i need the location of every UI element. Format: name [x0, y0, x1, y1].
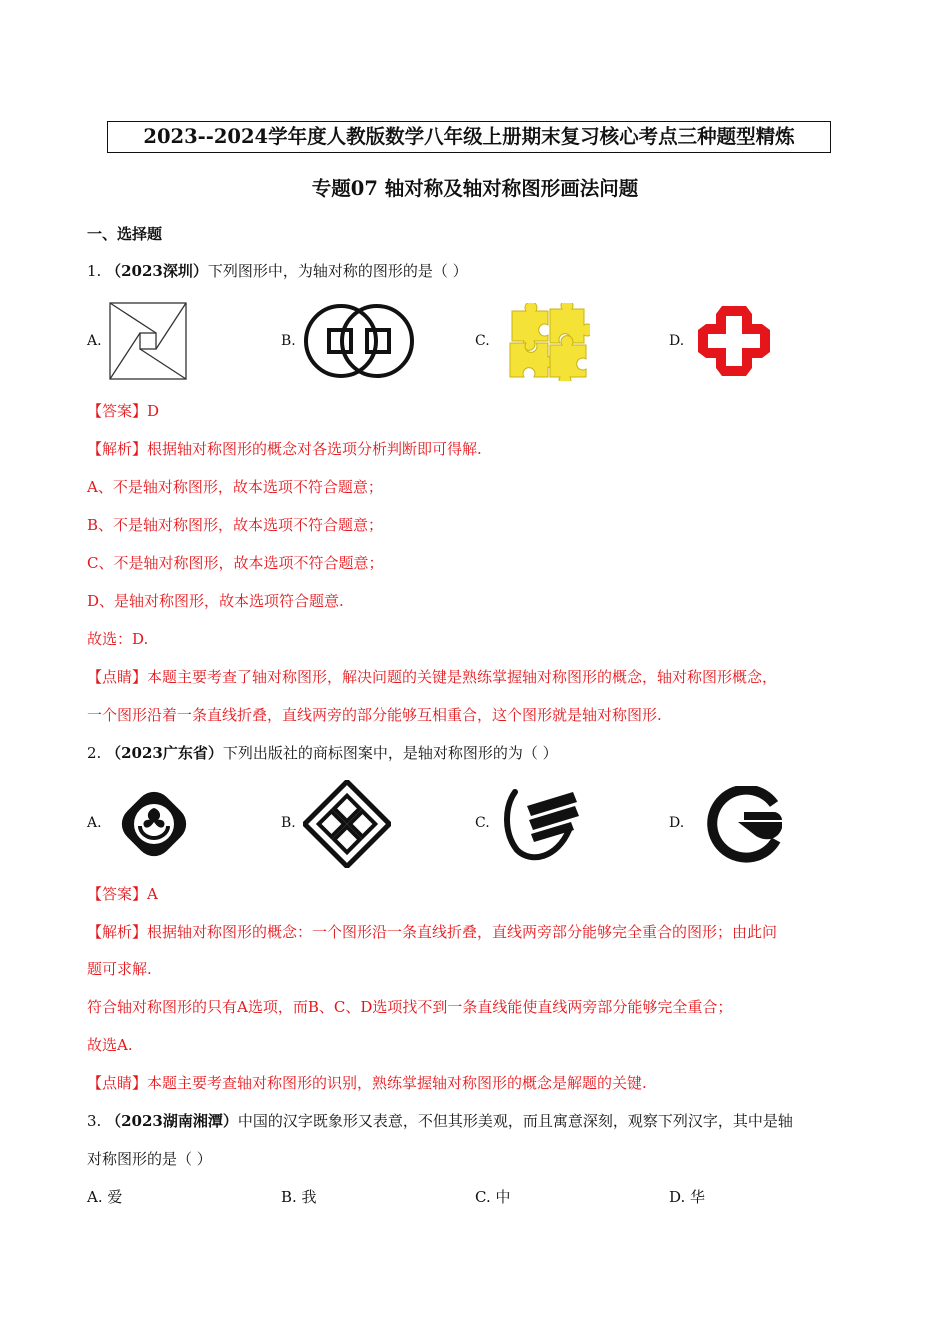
option-label: D. — [669, 333, 685, 349]
option-label: B. — [281, 333, 296, 349]
question-text: 下列出版社的商标图案中，是轴对称图形的为（ ） — [222, 744, 558, 762]
analysis-line: 题可求解. — [87, 960, 152, 978]
question-1 — [87, 260, 468, 282]
question-source: （2023深圳） — [106, 262, 208, 280]
comment-line: 一个图形沿着一条直线折叠，直线两旁的部分能够互相重合，这个图形就是轴对称图形. — [87, 706, 662, 724]
option-c: C. 中 — [475, 1188, 511, 1206]
option-b: B. 我 — [281, 1188, 317, 1206]
question-2 — [87, 742, 558, 764]
question-source: （2023湖南湘潭） — [106, 1112, 238, 1130]
option-a: A. 爱 — [87, 1188, 123, 1206]
section-heading: 一、选择题 — [87, 225, 163, 243]
g-circle-logo-figure — [704, 786, 790, 864]
analysis-line: 【解析】根据轴对称图形的概念对各选项分析判断即可得解. — [87, 440, 482, 458]
book-swoosh-figure — [501, 786, 585, 866]
option-d: D. 华 — [669, 1188, 706, 1206]
analysis-line: 【解析】根据轴对称图形的概念：一个图形沿一条直线折叠，直线两旁部分能够完全重合的图形；由此问 — [87, 923, 778, 941]
option-label: D. — [669, 815, 685, 831]
answer-line: 【答案】A — [87, 885, 158, 903]
two-coins-figure — [303, 302, 415, 380]
analysis-line: A、不是轴对称图形，故本选项不符合题意； — [87, 478, 383, 496]
question-number: 3. — [87, 1112, 102, 1130]
question-text: 下列图形中，为轴对称的图形的是（ ） — [207, 262, 468, 280]
pinwheel-square-figure — [109, 302, 187, 380]
analysis-line: D、是轴对称图形，故本选项符合题意. — [87, 592, 344, 610]
question-number: 2. — [87, 744, 102, 762]
option-label: C. — [475, 333, 490, 349]
hands-logo-figure — [120, 788, 188, 860]
puzzle-pieces-figure — [508, 303, 590, 381]
analysis-line: 故选：D. — [87, 630, 149, 648]
question-3 — [87, 1110, 793, 1132]
diamond-squares-figure — [303, 780, 391, 868]
question-text: 中国的汉字既象形又表意，不但其形美观，而且寓意深刻，观察下列汉字，其中是轴 — [237, 1112, 793, 1130]
option-label: A. — [87, 333, 102, 349]
question-source: （2023广东省） — [106, 744, 223, 762]
answer-line: 【答案】D — [87, 402, 160, 420]
option-label: C. — [475, 815, 490, 831]
analysis-line: B、不是轴对称图形，故本选项不符合题意； — [87, 516, 384, 534]
topic-subtitle: 专题07 轴对称及轴对称图形画法问题 — [311, 177, 639, 200]
comment-line: 【点睛】本题主要考查轴对称图形的识别，熟练掌握轴对称图形的概念是解题的关键. — [87, 1074, 647, 1092]
comment-line: 【点睛】本题主要考查了轴对称图形，解决问题的关键是熟练掌握轴对称图形的概念，轴对称图形概念， — [87, 668, 778, 686]
red-cross-figure — [696, 302, 772, 380]
question-number: 1. — [87, 262, 102, 280]
document-title: 2023--2024学年度人教版数学八年级上册期末复习核心考点三种题型精炼 — [107, 121, 831, 153]
option-label: B. — [281, 815, 296, 831]
analysis-line: 符合轴对称图形的只有A选项，而B、C、D选项找不到一条直线能使直线两旁部分能够完全重合； — [87, 998, 733, 1016]
analysis-line: 故选A. — [87, 1036, 133, 1054]
option-label: A. — [87, 815, 102, 831]
question-text-cont: 对称图形的是（ ） — [87, 1150, 212, 1168]
analysis-line: C、不是轴对称图形，故本选项不符合题意； — [87, 554, 384, 572]
